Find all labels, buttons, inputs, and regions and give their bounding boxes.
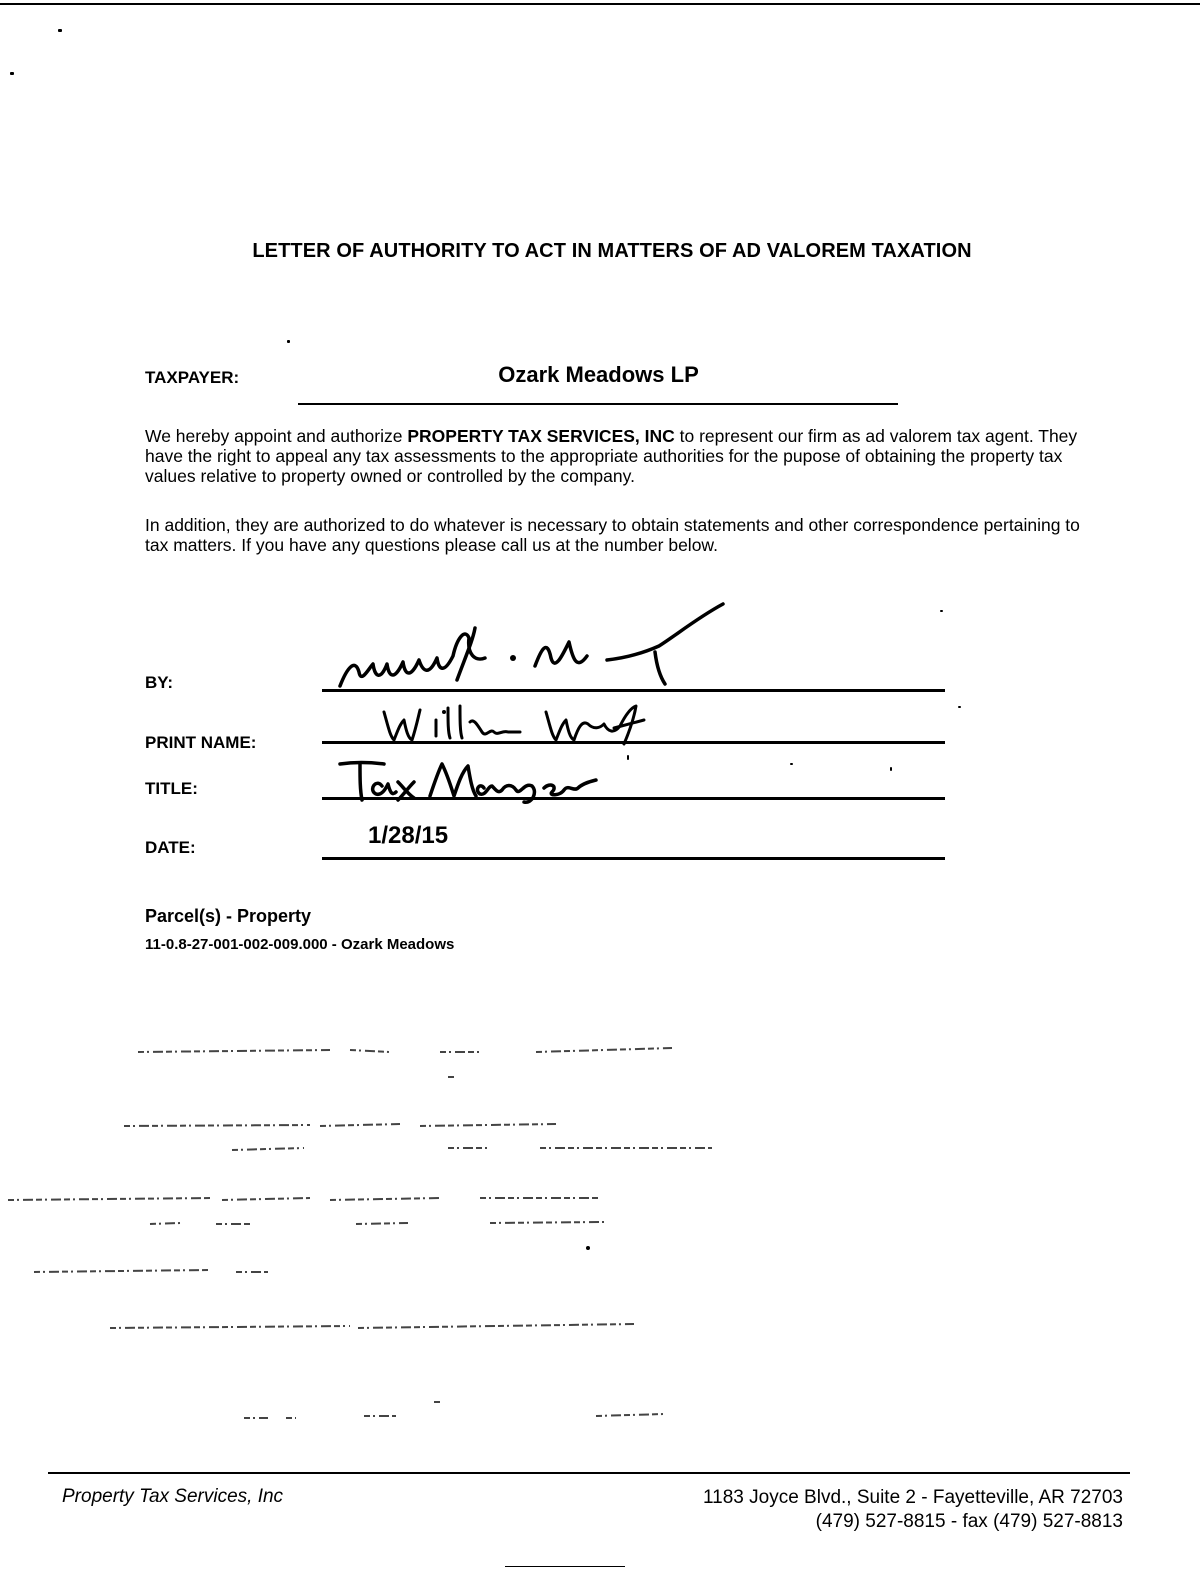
scan-speck <box>58 29 62 32</box>
document-title: LETTER OF AUTHORITY TO ACT IN MATTERS OF AD VALOREM TAXATION <box>252 240 972 262</box>
handwritten-signature <box>325 598 745 698</box>
scan-speck <box>890 767 892 771</box>
scan-speck <box>940 610 943 612</box>
illegible-faded-text <box>0 1030 760 1430</box>
taxpayer-underline <box>298 403 898 405</box>
bottom-edge-rule <box>505 1566 625 1567</box>
footer-contact <box>703 1486 1123 1534</box>
footer-address: 1183 Joyce Blvd., Suite 2 - Fayetteville, AR 72703 <box>703 1487 1123 1508</box>
scan-speck <box>958 706 961 708</box>
additional-authority-paragraph: In addition, they are authorized to do whatever is necessary to obtain statements and other correspondence pertaining to tax matters. If you have any questions please call us at the number below. <box>145 515 1080 555</box>
authorization-paragraph <box>145 426 1095 486</box>
handwritten-title <box>338 756 608 806</box>
date-value: 1/28/15 <box>368 822 449 849</box>
scan-speck <box>10 72 14 75</box>
print-name-label: PRINT NAME: <box>145 733 257 752</box>
parcel-heading: Parcel(s) - Property <box>145 906 312 926</box>
scan-speck <box>287 340 290 343</box>
agent-company-name: PROPERTY TAX SERVICES, INC <box>407 426 675 446</box>
title-label: TITLE: <box>145 779 198 798</box>
by-label: BY: <box>145 673 174 692</box>
scan-speck <box>627 755 629 760</box>
parcel-item: 11-0.8-27-001-002-009.000 - Ozark Meadows <box>145 936 455 953</box>
taxpayer-value: Ozark Meadows LP <box>498 362 699 387</box>
authorization-text-rest: to represent our firm as ad valorem tax agent. They have the right to appeal any tax assessments to the appropriate authorities for the pupose of obtaining the property tax values relative to property owned or controlled by the company. <box>145 426 1078 486</box>
taxpayer-label: TAXPAYER: <box>145 368 240 387</box>
footer-rule <box>48 1472 1130 1474</box>
footer-phone: (479) 527-8815 - fax (479) 527-8813 <box>815 1511 1123 1532</box>
top-edge-rule <box>0 3 1200 5</box>
footer-company-name: Property Tax Services, Inc <box>62 1486 284 1507</box>
authorization-text-lead: We hereby appoint and authorize <box>145 426 408 446</box>
scan-speck <box>790 763 793 765</box>
handwritten-print-name <box>378 698 668 748</box>
date-label: DATE: <box>145 838 196 857</box>
date-line <box>322 857 945 860</box>
